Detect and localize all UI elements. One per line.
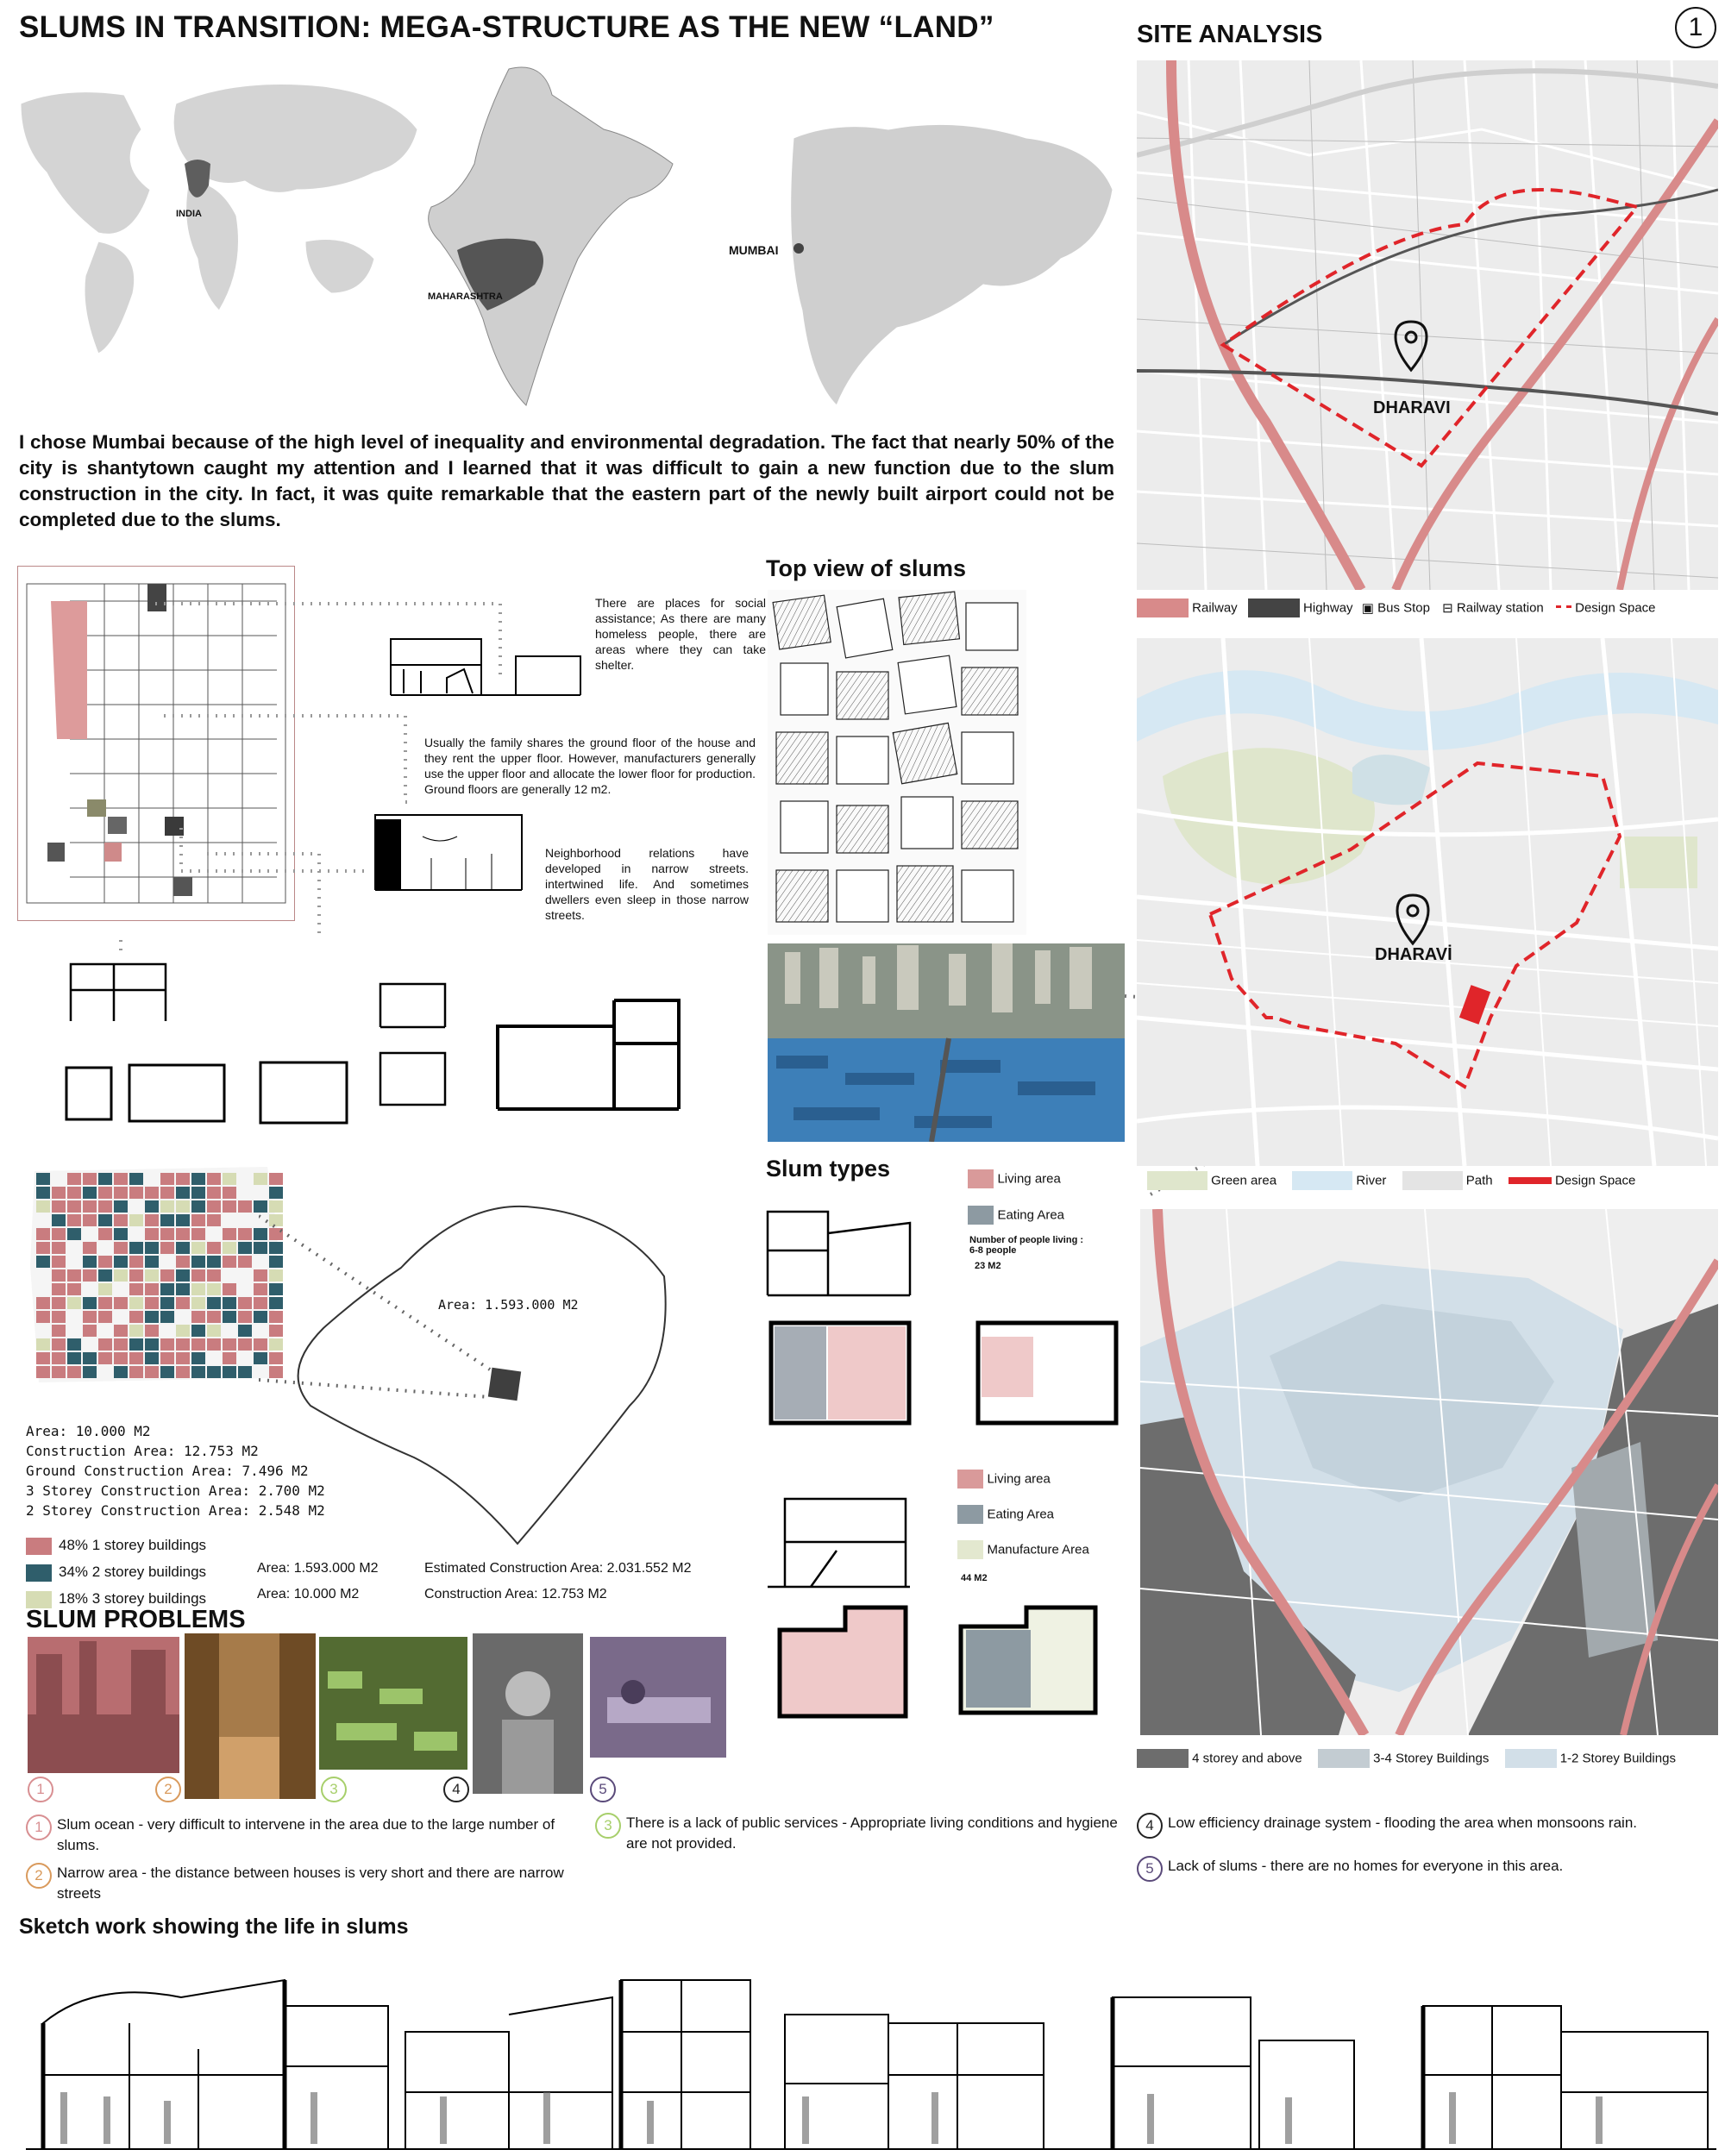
- note-neighborhood: Neighborhood relations have developed in narrow streets. intertwined life. And sometimes dwellers even sleep in those narrow streets.: [545, 846, 749, 922]
- legend-4-storey: 4 storey and above: [1192, 1751, 1302, 1766]
- slum-type-2-legend-manufacture: [957, 1540, 1089, 1559]
- problem-4: [1137, 1813, 1706, 1839]
- legend-1-storey: 48% 1 storey buildings: [59, 1537, 207, 1553]
- aerial-photo: [768, 943, 1125, 1142]
- block-stat-2storey: 2 Storey Construction Area: 2.548 M2: [26, 1502, 325, 1519]
- legend-railway-station: Railway station: [1456, 600, 1544, 616]
- note-social: There are places for social assistance; As there are many homeless people, there are areas where they can take shelter.: [595, 596, 766, 672]
- problem-1-text: Slum ocean - very difficult to intervene in the area due to the large number of slums.: [57, 1816, 555, 1853]
- problem-5-photo-badge: 5: [590, 1777, 616, 1802]
- top-view-drawing: [768, 590, 1026, 935]
- legend-1-2-storey: 1-2 Storey Buildings: [1559, 1751, 1676, 1766]
- slum-type-1-area: 23 M2: [975, 1261, 1001, 1271]
- legend-2-storey: 34% 2 storey buildings: [59, 1564, 207, 1580]
- slum-types-title: Slum types: [766, 1156, 891, 1181]
- slum-block-map: [26, 1163, 285, 1387]
- legend-3-4-storey: 3-4 Storey Buildings: [1373, 1751, 1490, 1766]
- site-outline: [259, 1181, 776, 1561]
- problem-5-text: Lack of slums - there are no homes for everyone in this area.: [1168, 1858, 1564, 1874]
- mumbai-label: MUMBAI: [729, 243, 779, 257]
- sketch-drawing: [26, 1946, 1716, 2153]
- legend-river: River: [1356, 1173, 1387, 1188]
- section-drawing-1: [386, 617, 585, 699]
- problem-2-text: Narrow area - the distance between houses is very short and there are narrow streets: [57, 1865, 564, 1902]
- slum-type-2-eating-label: Eating Area: [987, 1507, 1055, 1522]
- slum-type-2-legend-eating: [957, 1505, 1054, 1524]
- legend-green-area: Green area: [1211, 1173, 1277, 1188]
- block-stat-3storey: 3 Storey Construction Area: 2.700 M2: [26, 1482, 325, 1499]
- problem-photo-3: [319, 1637, 467, 1770]
- legend-bus-stop: Bus Stop: [1377, 600, 1430, 616]
- problem-3: [595, 1813, 1130, 1854]
- construction-area: Construction Area: 12.753 M2: [424, 1587, 607, 1601]
- legend-path: Path: [1465, 1173, 1493, 1188]
- world-map: [12, 69, 426, 362]
- map2-label: DHARAVİ: [1375, 945, 1452, 964]
- legend-railway: Railway: [1192, 600, 1238, 616]
- problem-photo-4: [473, 1633, 583, 1794]
- india-label: INDIA: [176, 209, 202, 219]
- india-map: [405, 60, 681, 423]
- slum-problems-title: SLUM PROBLEMS: [26, 1606, 246, 1633]
- legend-highway: Highway: [1303, 600, 1353, 616]
- map3-legend: [1137, 1749, 1718, 1775]
- problem-photo-5: [590, 1637, 726, 1758]
- problem-1-badge: 1: [26, 1814, 52, 1840]
- page-number: 1: [1675, 7, 1716, 48]
- intro-paragraph: I chose Mumbai because of the high level of inequality and environmental degradation. The fact that nearly 50% of the city is shantytown caught my attention and I learned that it was difficult to gain a new function due to the slum construction in the city. In fact, it was quite remarkable that the eastern part of the newly built airport could not be completed due to the slums.: [19, 431, 1114, 530]
- train-icon: ⊟: [1442, 601, 1453, 616]
- problem-4-text: Low efficiency drainage system - flooding the area when monsoons rain.: [1168, 1814, 1637, 1831]
- problem-photo-1: [28, 1637, 179, 1773]
- note-family: Usually the family shares the ground floor of the house and they rent the upper floor. However, manufacturers generally use the upper floor and allocate the lower floor for production. Ground floors are generally 12 m2.: [424, 736, 756, 796]
- site-area-label: Area: 1.593.000 M2: [438, 1297, 579, 1313]
- problem-2: [26, 1863, 578, 1904]
- slum-type-1-legend-eating: [968, 1206, 1064, 1225]
- problem-2-photo-badge: 2: [155, 1777, 181, 1802]
- problem-3-photo-badge: 3: [321, 1777, 347, 1802]
- house-section-1: [62, 938, 174, 1025]
- building-legend: [26, 1532, 206, 1612]
- top-view-title: Top view of slums: [766, 555, 967, 581]
- problem-3-text: There is a lack of public services - Appropriate living conditions and hygiene are not provided.: [626, 1814, 1118, 1852]
- map1-legend: [1137, 599, 1718, 624]
- slum-type-2-area: 44 M2: [961, 1573, 988, 1583]
- map2-legend: [1147, 1171, 1720, 1197]
- house-section-3: [493, 992, 683, 1112]
- problem-5-badge: 5: [1137, 1856, 1163, 1882]
- slum-type-1-legend-living: [968, 1169, 1061, 1188]
- slum-type-2-living-label: Living area: [987, 1471, 1051, 1487]
- page-title: SLUMS IN TRANSITION: MEGA-STRUCTURE AS THE NEW “LAND”: [19, 10, 994, 44]
- site-analysis-title: SITE ANALYSIS: [1137, 21, 1323, 48]
- bus-stop-icon: ▣: [1361, 601, 1374, 616]
- legend-design-space: Design Space: [1575, 600, 1656, 616]
- slum-type-1-eating-label: Eating Area: [997, 1207, 1065, 1223]
- area-stats-right: [424, 1556, 692, 1608]
- area-stats-left: [257, 1556, 379, 1608]
- problem-2-badge: 2: [26, 1863, 52, 1889]
- sketch-title: Sketch work showing the life in slums: [19, 1915, 409, 1939]
- slum-type-1-living-label: Living area: [997, 1171, 1061, 1187]
- problem-5: [1137, 1856, 1706, 1882]
- problem-4-photo-badge: 4: [443, 1777, 469, 1802]
- legend-design-space-2: Design Space: [1554, 1173, 1636, 1188]
- map1-label: DHARAVI: [1373, 398, 1451, 417]
- block-stat-ground: Ground Construction Area: 7.496 M2: [26, 1463, 309, 1479]
- problem-1-photo-badge: 1: [28, 1777, 53, 1802]
- slum-type-1-plan-b: [975, 1319, 1121, 1427]
- problem-4-badge: 4: [1137, 1813, 1163, 1839]
- slum-type-2-plan-b: [957, 1604, 1104, 1716]
- section-drawing-2: [371, 811, 526, 893]
- slum-type-2-plan-a: [776, 1604, 914, 1720]
- map-transport: [1137, 60, 1718, 590]
- maharashtra-map: [729, 121, 1121, 414]
- slum-type-1-people: Number of people living : 6-8 people: [969, 1235, 1084, 1256]
- block-stats: [26, 1421, 325, 1520]
- problem-3-badge: 3: [595, 1813, 621, 1839]
- problem-photo-2: [185, 1633, 316, 1799]
- slum-type-2-section: [759, 1473, 914, 1590]
- house-plans-row: [62, 1061, 355, 1125]
- slum-type-2-manufacture-label: Manufacture Area: [987, 1542, 1089, 1557]
- house-section-2: [376, 980, 454, 1109]
- map-storeys: [1140, 1209, 1718, 1735]
- block-stat-construction: Construction Area: 12.753 M2: [26, 1443, 259, 1459]
- estimated-construction: Estimated Construction Area: 2.031.552 M2: [424, 1561, 692, 1576]
- legend-3-storey: 18% 3 storey buildings: [59, 1590, 207, 1607]
- map-green: [1137, 638, 1718, 1166]
- area-stat-block: Area: 10.000 M2: [257, 1587, 360, 1601]
- slum-type-1-section: [759, 1199, 914, 1298]
- slum-type-1-plan-a: [768, 1319, 914, 1427]
- problem-1: [26, 1814, 578, 1856]
- area-stat-site: Area: 1.593.000 M2: [257, 1561, 379, 1576]
- maharashtra-label: MAHARASHTRA: [428, 291, 503, 302]
- block-stat-area: Area: 10.000 M2: [26, 1423, 151, 1439]
- slum-type-2-legend-living: [957, 1470, 1051, 1489]
